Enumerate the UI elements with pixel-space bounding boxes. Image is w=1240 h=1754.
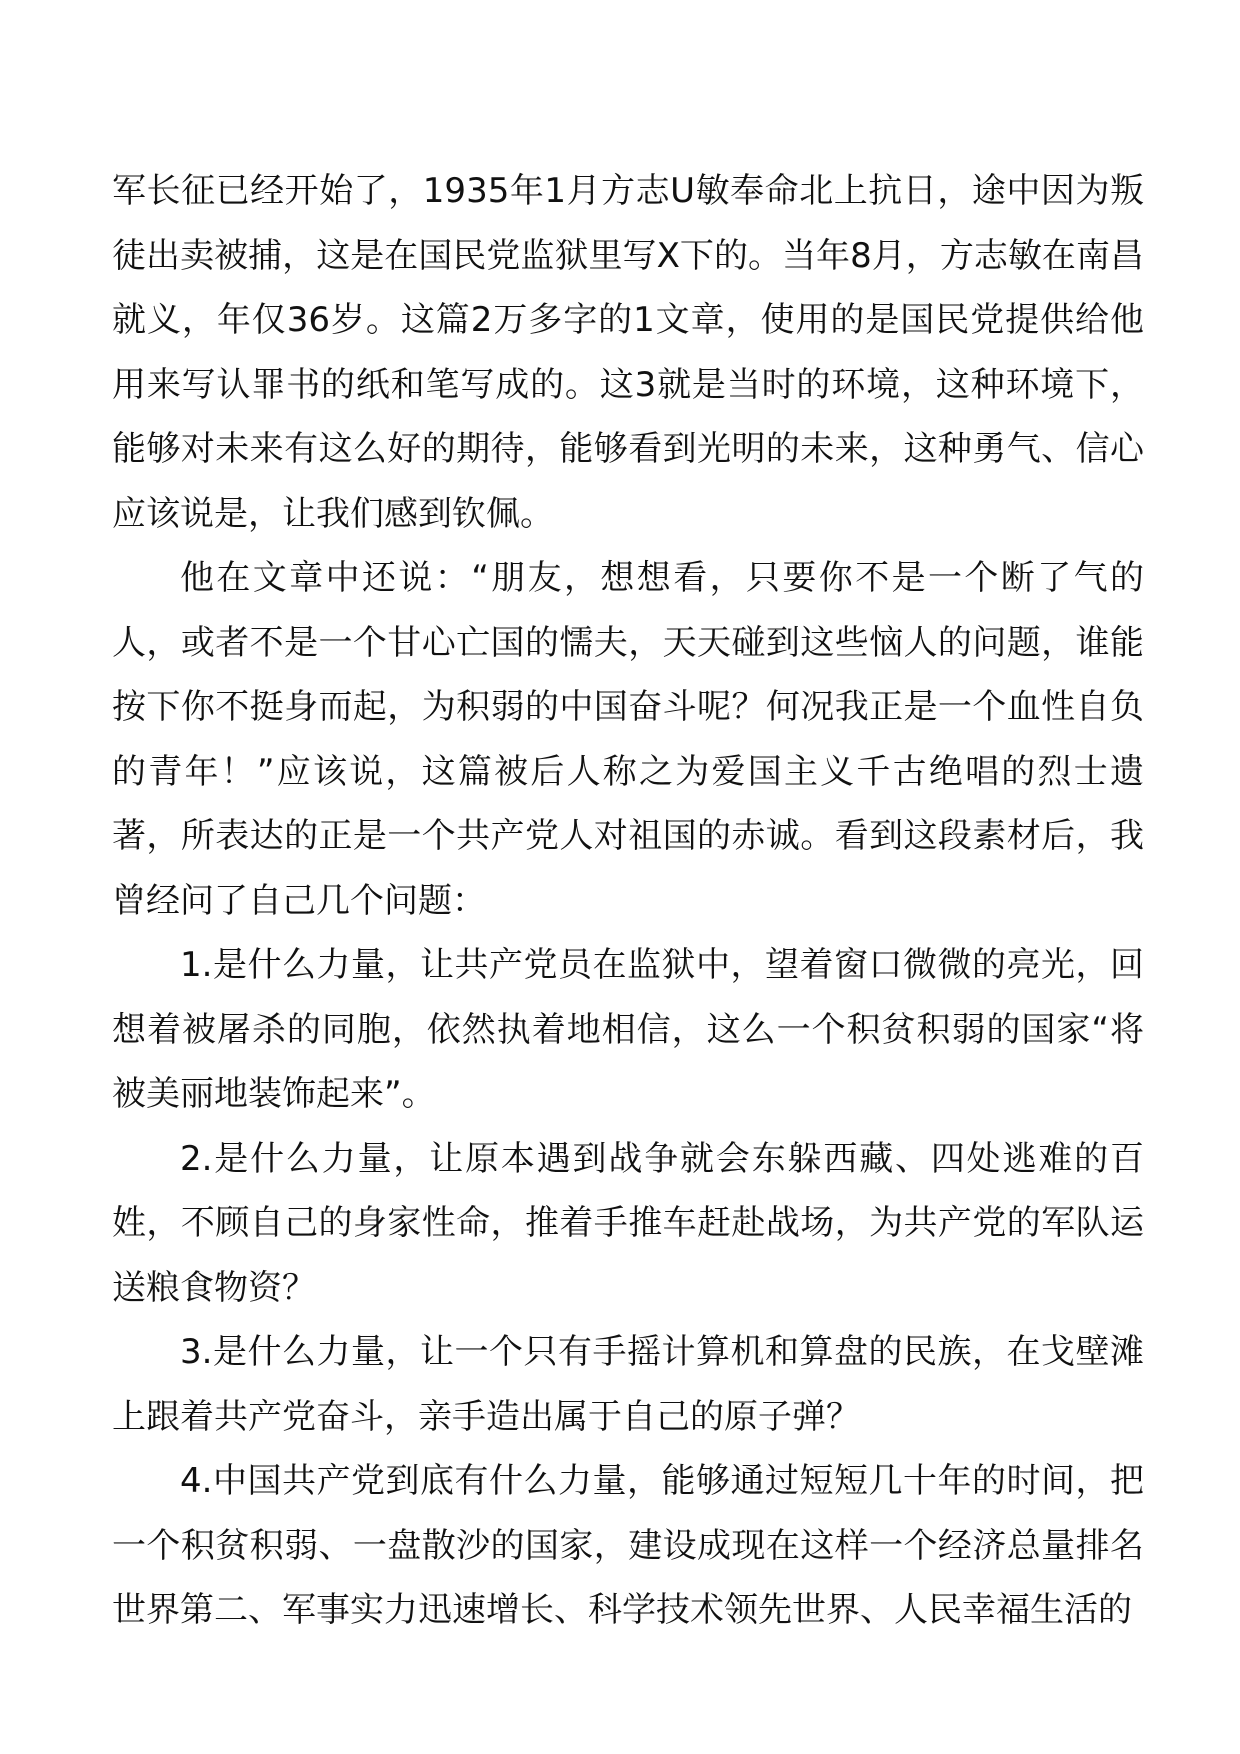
question-1: 1.是什么力量，让共产党员在监狱中，望着窗口微微的亮光，回想着被屠杀的同胞，依然执着地相信，这么一个积贫积弱的国家“将被美丽地装饰起来”。 <box>112 945 1144 1114</box>
paragraph-continued: 军长征已经开始了，1935年1月方志U敏奉命北上抗日，途中因为叛徒出卖被捕，这是在国民党监狱里写X下的。当年8月，方志敏在南昌就义，年仅36岁。这篇2万多字的1文章，使用的是国民党提供给他用来写认罪书的纸和笔写成的。这3就是当时的环境，这种环境下，能够对未来有这么好的期待，能够看到光明的未来，这种勇气、信心应该说是，让我们感到钦佩。 <box>112 171 1144 534</box>
body-text <box>112 159 1144 1643</box>
question-3: 3.是什么力量，让一个只有手摇计算机和算盘的民族，在戈壁滩上跟着共产党奋斗，亲手造出属于自己的原子弹？ <box>112 1332 1144 1437</box>
question-2: 2.是什么力量，让原本遇到战争就会东躲西藏、四处逃难的百姓，不顾自己的身家性命，推着手推车赶赴战场，为共产党的军队运送粮食物资？ <box>112 1138 1144 1308</box>
question-4: 4.中国共产党到底有什么力量，能够通过短短几十年的时间，把一个积贫积弱、一盘散沙的国家，建设成现在这样一个经济总量排名世界第二、军事实力迅速增长、科学技术领先世界、人民幸福生活的 <box>112 1461 1144 1630</box>
paragraph-quote: 他在文章中还说：“朋友，想想看，只要你不是一个断了气的人，或者不是一个甘心亡国的懦夫，天天碰到这些恼人的问题，谁能按下你不挺身而起，为积弱的中国奋斗呢？何况我正是一个血性自负的青年！”应该说，这篇被后人称之为爱国主义千古绝唱的烈士遗著，所表达的正是一个共产党人对祖国的赤诚。看到这段素材后，我曾经问了自己几个问题： <box>112 558 1144 921</box>
